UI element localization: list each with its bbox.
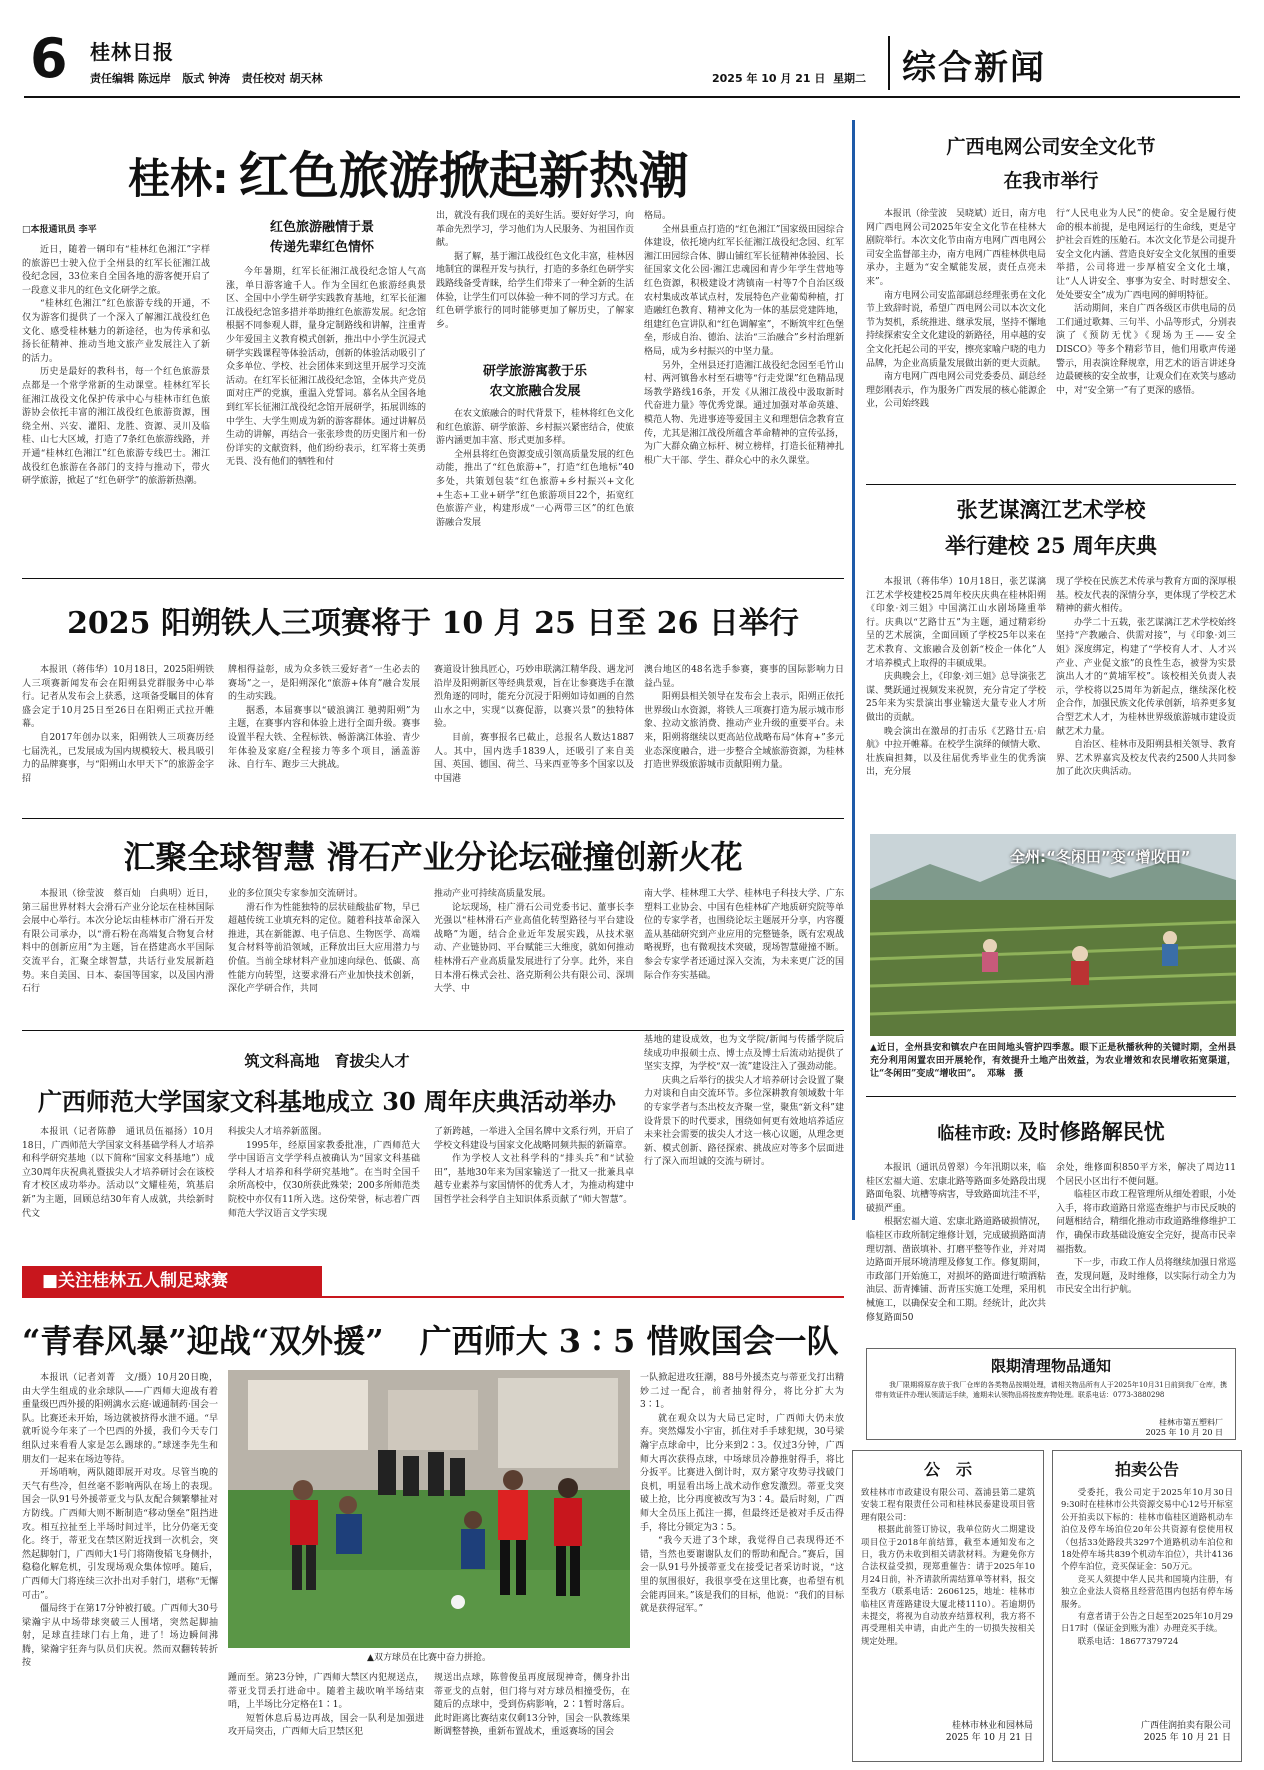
page-number: 6 <box>30 27 68 90</box>
article-column: 本报讯（记者刘菁 文/摄）10月20日晚，由大学生组成的业余球队——广西师大迎战有着重量级巴西外援的阳朔漓水云庭·诚通制药·国会一队。比赛还未开始，场边就被挤得水泄不通。“早就听说今年来了一个巴西的外援，我们今天专门组队过来看看人家是怎么踢球的。”球迷李先生和朋友们一起来在场边等待。 开场哨响，两队随即展开对攻。尽管当晚的天气有些冷，但丝毫不影响两队在场上的表现。国会一队91号外援蒂亚戈与队友配合频繁攀扯对方防线。广西师大则不断制造“移动堡垒”阻挡进攻。相互拉扯至上半场时间过半，比分仍毫无变化。终于，蒂亚戈在禁区附近找到一次机会，突然起脚射门，广西师大1号门将隋俊韬飞身侧扑，稳稳化解危机，引发现场观众集体惊呼。随后，广西师大门将连续三次扑出对手射门，堪称“无懈可击”。 僵局终于在第17分钟被打破。广西师大30号梁瀚宇从中场带球突破三人围堵，突然起脚抽射，足球直挂球门右上角，进了！场边瞬间沸腾，梁瀚宇狂奔与队员们庆祝。然而双翻转转折按 <box>22 1373 218 1669</box>
article-column: 出，就没有我们现在的美好生活。要好好学习，向革命先烈学习，学习他们为人民服务、为祖国作贡献。 据了解，基于湘江战役红色文化丰富，桂林因地制宜的课程开发与执行，打造的多条红色研学实践路线备受青睐，给学生们带来了一种全新的生活体验，让学生们可以体验一种不同的学习方式。在红色研学旅行的同时能够更加了解历史，了解家乡。 <box>436 211 634 330</box>
article-column: 今年暑期，红军长征湘江战役纪念馆人气高涨，单日游客逾千人。作为全国红色旅游经典景区、全国中小学生研学实践教育基地，红军长征湘江战役纪念馆多措并举助推红色旅游发展。纪念馆根据不同参观人群，量身定制路线和讲解，注重青少年爱国主义教育模式创新，推出中小学生沉浸式研学实践课程等体验活动，创新的体验活动吸引了众多单位、学校、社会团体来到这里开展学习交流活动。在红军长征湘江战役纪念馆，全体共产党员面对庄严的党旗，重温入党誓词。慕名从全国各地到红军长征湘江战役纪念馆开展研学，拓展训练的中学生、大学生则成为新的游客群体。通过讲解员生动的讲解，再结合一张张珍贵的历史图片和一份份详实的文献资料，他们纷纷表示，红军将士英勇无畏、没有他们的牺牲和付 <box>226 267 426 468</box>
paper-name: 桂林日报 <box>90 40 174 64</box>
notice-sign: 桂林市林业和园林局 2025 年 10 月 21 日 <box>945 1721 1033 1743</box>
notice-box <box>866 1348 1236 1440</box>
notice-sign: 广西佳润拍卖有限公司 2025 年 10 月 21 日 <box>1140 1721 1231 1743</box>
kicker: 筑文科高地 育拔尖人才 <box>244 1052 410 1070</box>
article-column: 近日，随着一辆印有“桂林红色湘江”字样的旅游巴士驶入位于全州县的红军长征湘江战役纪念园，33位来自全国各地的游客便开启了一段意义非凡的红色文化研学之旅。 “桂林红色湘江”红色旅游专线的开通，不仅为游客们提供了一个深入了解湘江战役红色文化、感受桂林魅力的新途径，也为传承和弘扬长征精神、推动当地文旅产业发展注入了新的活力。 历史是最好的教科书，每一个红色旅游景点都是一个常学常新的生动课堂。桂林红军长征湘江战役文化保护传承中心与桂林市红色旅游协会依托丰富的湘江战役红色旅游资源，围绕全州、兴安、灌阳、龙胜、资源、灵川及临桂、山七大区域，打造了7条红色旅游线路，并开通“桂林红色湘江”红色旅游专线巴士。湘江战役红色旅游在各部门的支持与推动下，带火研学旅游，掀起了“红色研学”的旅游新热潮。 <box>22 245 210 487</box>
section-banner: ■关注桂林五人制足球赛 <box>22 1266 322 1296</box>
article-title: 2025 阳朔铁人三项赛将于 10 月 25 日至 26 日举行 <box>67 606 799 641</box>
notice-title: 公 示 <box>923 1460 972 1479</box>
article-title: 汇聚全球智慧 滑石产业分论坛碰撞创新火花 <box>123 838 743 876</box>
article-column: 业的多位顶尖专家参加交流研讨。 滑石作为性能独特的层状硅酸盐矿物，早已超越传统工业填充料的定位。随着科技革命深入推进，其在新能源、电子信息、生物医学、高端复合材料等前沿领域，正释放出巨大应用潜力与价值。当前全球材料产业加速向绿色、低碳、高性能方向转型，这要求滑石产业加快技术创新，深化产学研合作，共同 <box>228 889 420 995</box>
article-column: 格局。 全州县重点打造的“红色湘江”国家级田园综合体建设，依托境内红军长征湘江战役纪念园、红军湘江田园综合体、脚山铺红军长征精神体验园、长征国家文化公园·湘江忠魂园和青少年学生营地等红色资源，积极建设才湾镇南一村等7个自治区级农村集成改革试点村，发展特色产业葡萄种植，打造融红色教育、精神文化为一体的基层党建阵地，组建红色宣讲队和“红色调解室”，不断筑牢红色堡垒，形成自治、德治、法治“三治融合”乡村治理新格局，成为乡村振兴的中坚力量。 另外，全州县还打造湘江战役纪念园至毛竹山村、两河镇鲁水村至石塘等“行走党课”红色精品现场教学路线16条，开发《从湘江战役中汲取新时代奋进力量》等优秀党课。通过加强对革命英雄、模范人物、先进事迹等爱国主义和理想信念教育宣传，尤其是湘江战役所蕴含革命精神的宣传弘扬，为广大群众确立标杆、树立榜样，打造长征精神扎根广大干部、学生、群众心中的永久课堂。 <box>644 211 844 466</box>
article-column: 推动产业可持续高质量发展。 论坛现场，桂广滑石公司党委书记、董事长李光强以“桂林滑石产业高值化转型路径与平台建设战略”为题，结合企业近年发展实践，从技术驱动、产业链协同、平台赋能三大维度，就如何推动桂林滑石产业高质量发展进行了分享。此外，来自日本滑石株式会社、洛克斯利公共有限公司、深圳大学、中 <box>434 889 634 995</box>
article-title: 广西电网公司安全文化节 在我市举行 <box>946 136 1156 192</box>
article-column: 牌相得益彰，成为众多铁三爱好者“一生必去的赛场”之一，是阳朔深化“旅游+体育”融合发展的生动实践。 据悉，本届赛事以“破浪漓江 驰骋阳朔”为主题，在赛事内容和体验上进行全面升级。赛事设置半程大铁、全程标铁、畅游漓江体验、青少年体验及家庭/全程接力等多个项目，涵盖游泳、自行车、跑步三大挑战。 <box>228 665 420 771</box>
notice-box <box>852 1450 1044 1762</box>
notice-body: 致桂林市市政建设有限公司、荔浦县第二建筑安装工程有限责任公司和桂林民泰建设项目管理有限公司： 根据此前签订协议，我单位防火二期建设项目位于2018年前结算，截至本通知发布之日，我方仍未收到相关请款材料。为避免你方合法权益受损，现郑重催告：请于2025年10月24日前，补齐请款所需结算单等材料，报交至我方（联系电话：2606125，地址：桂林市临桂区青莲路建设大厦北楼1110）。若逾期仍未提交，将视为自动放弃结算权利，我方将不再受理相关申请，由此产生的一切损失按相关规定处理。 <box>861 1487 1035 1646</box>
notice-title: 限期清理物品通知 <box>990 1357 1111 1375</box>
article-column: 在农文旅融合的时代背景下，桂林将红色文化和红色旅游、研学旅游、乡村振兴紧密结合，使旅游内涵更加丰富、形式更加多样。 全州县将红色资源变成引领高质量发展的红色动能，推出了“红色旅游+”，打造“红色地标”40多处，共策划包装“红色旅游+乡村振兴+文化+生态+工业+研学”红色旅游项目22个，拓宽红色旅游产业，构建形成“一心两带三区”的红色旅游融合发展 <box>436 409 634 528</box>
header-rule <box>24 96 1240 98</box>
masthead-staff: 责任编辑 陈远岸 版式 钟涛 责任校对 胡天林 <box>90 72 323 85</box>
page-date: 2025 年 10 月 21 日 星期二 <box>712 72 867 85</box>
article-rule <box>22 818 844 819</box>
article-column: 南大学、桂林理工大学、桂林电子科技大学、广东塑料工业协会、中国有色桂林矿产地质研究院等单位的专家学者，也围绕论坛主题展开分享，内容覆盖从基础研究到产业应用的完整链条，既有宏观战略视野，也有微观技术突破，现场智慧碰撞不断。参会专家学者还通过深入交流，为未来更广泛的国际合作夯实基础。 <box>644 889 844 981</box>
subheading: 研学旅游寓教于乐 农文旅融合发展 <box>482 364 587 399</box>
football-photo-illustration <box>228 1370 630 1648</box>
article-column: 本报讯（通讯员曾翠）今年汛期以来，临桂区宏福大道、宏康北路等路面多处路段出现路面龟裂、坑槽等病害，导致路面坑洼不平，破损严重。 根据宏福大道、宏康北路道路破损情况，临桂区市政所制定维修计划，完成破损路面清理切割、凿嵌填补、打磨平整等作业，并对周边路面开展环境清理及修复工作。修复期间，市政部门开始施工，对损坏的路面进行喷洒粘油层、沥青摊铺、沥青压实施工处理，采用机械施工，以确保安全和工期。经统计，此次共修复路面50 <box>866 1163 1046 1323</box>
photo-caption: ▲近日，全州县安和镇农户在田间地头管护四季葱。眼下正是秋播秋种的关键时期，全州县充分利用闲置农田开展轮作，有效提升土地产出效益，为农业增效和农民增收拓宽渠道，让“冬闲田”变成“增收田”。 邓琳 摄 <box>870 1043 1236 1079</box>
article-title: 广西师范大学国家文科基地成立 30 周年庆典活动举办 <box>37 1087 617 1116</box>
article-column: 行“人民电业为人民”的使命。安全是履行使命的根本前提，是电网运行的生命线，更是守护社会百姓的压舱石。本次文化节是公司提升安全文化内涵、营造良好安全文化氛围的重要举措，公司将进一步厚植安全文化土壤，让“人人讲安全、事事为安全、时时想安全、处处要安全”成为广西电网的鲜明特征。 活动期间，来自广西各级区市供电局的员工们通过歌舞、三句半、小品等形式，分别表演了《预防无忧》《现场为王——安全DISCO》等多个精彩节目，他们用歌声传递警示，用表演诠释规章，用艺术的语言讲述身边最硬核的安全故事，让观众们在欢笑与感动中，对“安全第一”有了更深的感悟。 <box>1056 209 1236 396</box>
article-column: 现了学校在民族艺术传承与教育方面的深厚根基。校友代表的深情分享，更体现了学校艺术精神的薪火相传。 办学二十五载，张艺谋漓江艺术学校始终坚持“产教融合、供需对接”，与《印象·刘三姐》深度绑定，构建了“学校育人才、人才兴产业、产业促文旅”的良性生态，被誉为实景演出人才的“黄埔军校”。该校相关负责人表示，学校将以25周年为新起点，继续深化校企合作，加强民族文化传承创新，培养更多复合型艺术人才，为桂林世界级旅游城市建设贡献艺术力量。 自治区、桂林市及阳朔县相关领导、教育界、艺术界嘉宾及校友代表约2500人共同参加了此次庆典活动。 <box>1056 577 1236 778</box>
photo-caption: ▲双方球员在比赛中奋力拼抢。 <box>367 1653 491 1663</box>
notice-title: 拍卖公告 <box>1114 1460 1179 1479</box>
photo-title: 全州:“冬闲田”变“增收田” <box>1010 848 1191 866</box>
article-column: 赛道设计独具匠心，巧妙串联漓江精华段、遇龙河沿岸及阳朔新区等经典景观，旨在让参赛选手在激烈角逐的同时，能充分沉浸于阳朔如诗如画的自然山水之中，实现“以赛促游，以赛兴景”的独特体验。 目前，赛事报名已截止，总报名人数达1887人。其中，国内选手1839人，还吸引了来自美国、英国、德国、荷兰、马来西亚等多个国家以及中国港 <box>434 665 634 784</box>
article-column: 本报讯（蒋伟华）10月18日，张艺谋漓江艺术学校建校25周年校庆庆典在桂林阳朔《印象·刘三姐》中国漓江山水剧场隆重举行。庆典以“艺路廿五”为主题，通过精彩纷呈的艺术展演，全面回顾了学校25年以来在艺术教育、文旅融合及创新“校企一体化”人才培养模式上取得的丰硕成果。 庆典晚会上，《印象·刘三姐》总导演张艺谋、樊跃通过视频发来祝贺，充分肯定了学校25年来为实景演出事业输送大量专业人才所做出的贡献。 晚会演出在激昂的打击乐《艺路廿五·启航》中拉开帷幕。在校学生演绎的倾情大歌、壮族扁担舞，以及往届优秀毕业生的优秀演出，充分展 <box>866 577 1046 778</box>
article-rule <box>866 1096 1236 1097</box>
article-column: 本报讯（蒋伟华）10月18日，2025阳朔铁人三项赛新闻发布会在阳朔县党群服务中心举行。记者从发布会上获悉，这项备受瞩目的体育盛会定于10月25日至26日在阳朔正式拉开帷幕。 自2017年创办以来，阳朔铁人三项赛历经七届洗礼，已发展成为国内规模较大、极具吸引力的品牌赛事，与“阳朔山水甲天下”的旅游金字招 <box>22 665 214 784</box>
subheading: 红色旅游融情于景 传递先辈红色情怀 <box>269 220 374 255</box>
article-column: 本报讯（徐莹波 蔡百灿 白典明）近日，第三届世界材料大会滑石产业分论坛在桂林国际会展中心举行。本次分论坛由桂林市广滑石开发有限公司承办，以“滑石粉在高端复合物复合材料中的创新应用”为主题，旨在搭建高水平国际交流平台，汇聚全球智慧，共话行业发展新趋势。来自美国、日本、泰国等国家，以及国内滑石行 <box>22 889 214 995</box>
article-column: 规送出点球，陈曾俊虽再度展现神奇，侧身扑出蒂亚戈的点射，但门将与对方球员相撞受伤，在随后的点球中，受到伤病影响，2∶1暂时落后。此时距离比赛结束仅剩13分钟，国会一队教练果断调整替换，重新布置战术，重返赛场的国会 <box>434 1673 630 1738</box>
column-divider <box>852 120 855 1220</box>
notice-body: 受委托，我公司定于2025年10月30日9:30时在桂林市公共资源交易中心12号开标室公开拍卖以下标的：桂林市临桂区道路机动车泊位及停车场泊位20年公共资源有偿使用权（包括33处路段共3297个道路机动车泊位和18处停车场共839个机动车泊位），共计4136个停车泊位，竞买保证金：50万元。 竞买人须提中华人民共和国境内注册，有独立企业法人资格且经营范围内包括有停车场服务。 有意者请于公告之日起至2025年10月29日17时（保证金到账为准）办理竞买手续。 联系电话：18677379724 <box>1061 1487 1233 1646</box>
article-column: 本报讯（记者陈静 通讯员伍福扬）10月18日，广西师范大学国家文科基础学科人才培养和科学研究基地（以下简称“国家文科基地”）成立30周年庆祝典礼暨拔尖人才培养研讨会在该校育才校区成功举办。活动以“文耀桂苑，筑基启新”为主题，回顾总结30年育人成就，共绘新时代文 <box>22 1127 214 1219</box>
header-divider <box>888 36 890 90</box>
article-column: 本报讯（徐莹波 吴晓斌）近日，南方电网广西电网公司2025年安全文化节在桂林大剧院举行。本次文化节由南方电网广西电网公司安全监督部主办，南方电网广西桂林供电局承办，主题为“安全赋能发展，责任点亮未来”。 南方电网公司安监部副总经理张勇在文化节上致辞时说，希望广西电网公司以本次文化节为契机，系统推进、继承发展，坚持不懈地持续探索安全文化建设的新路径，用卓越的安全文化托起公司的平安，擦亮家喻户晓的电力品牌，为企业高质量发展做出新的更大贡献。 南方电网广西电网公司党委委员、副总经理彭刚表示，作为服务广西发展的核心能源企业，公司始终践 <box>866 209 1046 410</box>
football-photo <box>228 1370 630 1648</box>
notice-box <box>1052 1450 1242 1762</box>
article-rule <box>866 484 1236 485</box>
notice-sign: 桂林市第五塑料厂 2025 年 10 月 20 日 <box>1145 1418 1223 1437</box>
article-title: 临桂市政: 及时修路解民忧 <box>937 1119 1165 1144</box>
byline: □本报通讯员 李平 <box>22 225 97 235</box>
article-column: 科拔尖人才培养新蓝图。 1995年，经原国家教委批准，广西师范大学中国语言文学学科点被确认为“国家文科基础学科人才培养和科学研究基地”。在当时全国千余所高校中，仅30所获此殊荣；200多所师范类院校中亦仅有11所入选。这份荣誉，标志着广西师范大学汉语言文学实现 <box>228 1127 420 1219</box>
article-column: 基地的建设成效，也为文学院/新闻与传播学院后续成功申报硕士点、博士点及博士后流动站提供了坚实支撑，为学校“双一流”建设注入了强劲动能。 庆典之后举行的拔尖人才培养研讨会设置了聚力对谈和自由交流环节。多位深耕教育领域数十年的专家学者与杰出校友齐聚一堂，聚焦“新文科”建设背景下的时代要求，围绕如何更有效地培养适应未来社会需要的拔尖人才这一核心议题，从理念更新、模式创新、路径探索、挑战应对等多个层面进行了深入而坦诚的交流与研讨。 <box>644 1035 844 1168</box>
article-column: 余处，维修面积850平方米，解决了周边11个居民小区出行不便问题。 临桂区市政工程管理所从细处着眼，小处入手，将市政道路日常巡查维护与市民反映的问题相结合，精细化推动市政道路维修维护工作，确保市政基础设施安全完好，提高市民幸福指数。 下一步，市政工作人员将继续加强日常巡查，发现问题，及时维修，以实际行动全力为市民安全出行护航。 <box>1056 1163 1236 1296</box>
notice-body: 我厂限期将原存放于我厂仓库的各类物品按期处理，请相关物品所有人于2025年10月31日前到我厂仓库，携带有效证件办理认领清运手续，逾期未认领物品将按废弃物处理。联系电话：0773-3880298 <box>875 1381 1227 1399</box>
article-title: 桂林: 红色旅游掀起新热潮 <box>128 147 689 205</box>
article-rule <box>22 1030 844 1031</box>
banner-rule <box>22 1296 844 1298</box>
article-title: “青春风暴”迎战“双外援” 广西师大 3∶5 惜败国会一队 <box>22 1322 839 1360</box>
section-name: 综合新闻 <box>902 48 1046 88</box>
article-rule <box>22 578 844 579</box>
article-column: 一队掀起进攻狂潮，88号外援杰克与蒂亚戈打出精妙二过一配合，前者抽射得分，将比分扩大为3∶1。 就在观众以为大局已定时，广西师大仍未放弃。突然爆发小宇宙，抓住对手手球犯规，30号梁瀚宇点球命中，比分来到2∶3。仅过3分钟，广西师大再次获得点球，中场球员冷静推射得手，将比分扳平。比赛进入倒计时，双方紧守攻势寻找破门良机，明显看出场上战术动作愈发激烈。蒂亚戈突破上抢，比分再度被改写为3∶4。最后时刻，广西师大全员压上孤注一掷，但最终还是被对手反击得手，将比分锁定为3∶5。 “我今天进了3个球，我觉得自己表现得还不错，当然也要谢谢队友们的帮助和配合。”赛后，国会一队91号外援蒂亚戈在接受记者采访时说，“这里的氛围很好，我很享受在这里比赛，也希望有机会能再回来。”该是我们的目标，他说：“我们的目标就是获得冠军。” <box>640 1373 844 1615</box>
article-title: 张艺谋漓江艺术学校 举行建校 25 周年庆典 <box>945 497 1157 558</box>
article-column: 踵而至。第23分钟，广西师大禁区内犯规送点，蒂亚戈罚丢打进命中。随着主裁吹响半场结束哨，上半场比分定格在1∶1。 短暂休息后易边再战，国会一队利是加强进攻开局突击，广西师大后卫禁区犯 <box>228 1673 424 1738</box>
article-column: 了新跨越，一举进入全国名牌中文系行列，开启了学校文科建设与国家文化战略同频共振的新篇章。 作为学校人文社科学科的“排头兵”和“试验田”，基地30年来为国家输送了一批又一批兼具卓越专业素养与家国情怀的优秀人才，为推动构建中国哲学社会科学自主知识体系贡献了“师大智慧”。 <box>434 1127 634 1205</box>
article-column: 澳台地区的48名选手参赛，赛事的国际影响力日益凸显。 阳朔县相关领导在发布会上表示，阳朔正依托世界级山水资源，将铁人三项赛打造为展示城市形象、拉动文旅消费、推动产业升级的重要平台。未来，阳朔将继续以更高站位战略布局“体育+”多元业态深度融合，进一步整合全域旅游资源，为桂林打造世界级旅游城市贡献阳朔力量。 <box>644 665 844 771</box>
